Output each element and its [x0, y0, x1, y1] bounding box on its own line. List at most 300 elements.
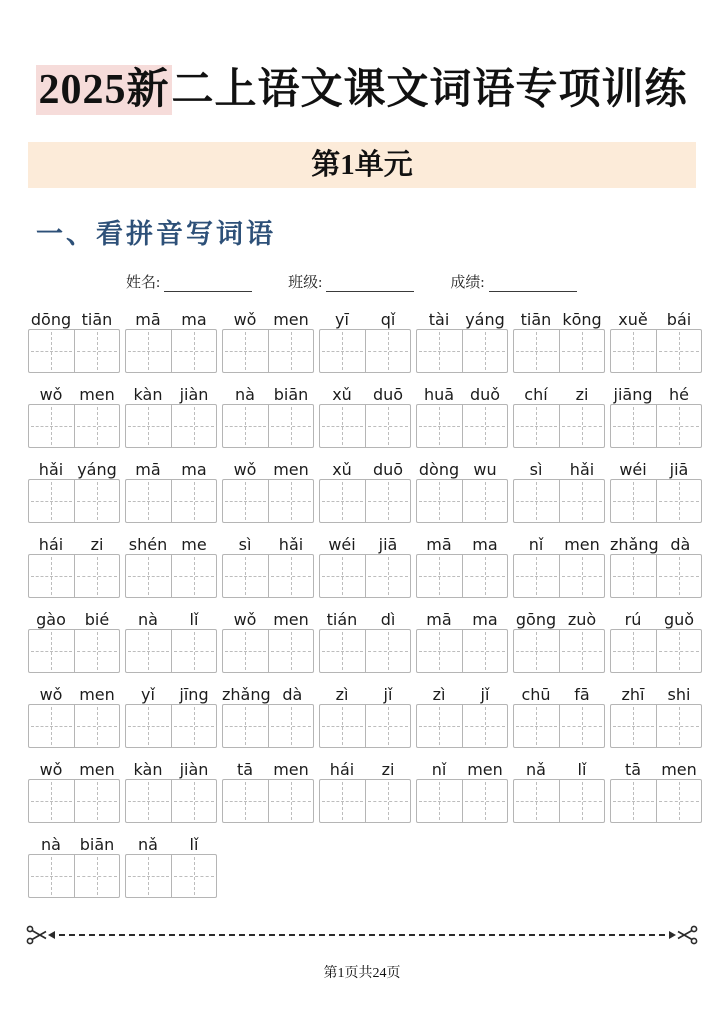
score-blank-line [489, 276, 577, 292]
writing-cell [126, 405, 171, 447]
writing-cell [223, 405, 268, 447]
writing-box-pair [125, 329, 217, 373]
writing-cell [223, 555, 268, 597]
pinyin-syllable: zi [90, 535, 104, 554]
pinyin-line [28, 827, 724, 854]
pinyin-word [513, 535, 605, 554]
pinyin-syllable: duō [372, 460, 404, 479]
writing-cell [462, 705, 508, 747]
writing-cell [74, 780, 120, 822]
title-rest: 二上语文课文词语专项训练 [171, 67, 688, 113]
pinyin-syllable: men [273, 610, 309, 629]
pinyin-syllable: xǔ [332, 385, 352, 404]
pinyin-word [416, 385, 508, 404]
pinyin-word [610, 535, 702, 554]
writing-cell [559, 330, 605, 372]
pinyin-syllable: men [79, 685, 115, 704]
writing-box-pair [28, 779, 120, 823]
pinyin-word [319, 385, 411, 404]
pinyin-syllable: sì [529, 460, 543, 479]
pinyin-grid [28, 302, 724, 898]
writing-cell [74, 705, 120, 747]
pinyin-syllable: biān [79, 835, 115, 854]
writing-cell [29, 405, 74, 447]
pinyin-word [416, 685, 508, 704]
writing-box-pair [513, 404, 605, 448]
pinyin-word [319, 760, 411, 779]
pinyin-syllable: nǐ [431, 760, 447, 779]
writing-box-row [28, 404, 724, 448]
writing-cell [320, 330, 365, 372]
writing-cell [171, 555, 217, 597]
pinyin-word [125, 535, 217, 554]
pinyin-syllable: shi [667, 685, 691, 704]
writing-cell [29, 780, 74, 822]
writing-cell [611, 480, 656, 522]
writing-cell [29, 855, 74, 897]
writing-cell [611, 405, 656, 447]
writing-box-pair [319, 479, 411, 523]
pinyin-word [610, 460, 702, 479]
writing-cell [320, 780, 365, 822]
pinyin-syllable: hái [38, 535, 64, 554]
pinyin-syllable: men [273, 760, 309, 779]
pinyin-syllable: wu [473, 460, 497, 479]
pinyin-syllable: rú [624, 610, 642, 629]
writing-cell [268, 405, 314, 447]
writing-cell [223, 780, 268, 822]
pinyin-syllable: tài [428, 310, 450, 329]
writing-cell [462, 555, 508, 597]
pinyin-syllable: jǐ [480, 685, 490, 704]
pinyin-syllable: mā [426, 610, 452, 629]
writing-cell [171, 480, 217, 522]
writing-box-pair [125, 479, 217, 523]
writing-cell [611, 780, 656, 822]
writing-cell [365, 480, 411, 522]
writing-cell [656, 780, 702, 822]
writing-cell [559, 780, 605, 822]
writing-cell [171, 330, 217, 372]
writing-box-pair [125, 779, 217, 823]
writing-cell [462, 405, 508, 447]
pinyin-syllable: jiāng [613, 385, 653, 404]
pinyin-syllable: zi [575, 385, 589, 404]
writing-box-pair [610, 479, 702, 523]
pinyin-syllable: ma [472, 610, 498, 629]
pinyin-syllable: gōng [515, 610, 557, 629]
cut-line-left-arrow [48, 931, 55, 939]
pinyin-syllable: yáng [465, 310, 505, 329]
writing-box-row [28, 479, 724, 523]
pinyin-word [319, 610, 411, 629]
writing-box-row [28, 329, 724, 373]
pinyin-word [28, 385, 120, 404]
pinyin-word [513, 610, 605, 629]
pinyin-syllable: bié [84, 610, 110, 629]
writing-cell [268, 705, 314, 747]
pinyin-word [416, 610, 508, 629]
pinyin-row-6 [28, 677, 724, 748]
pinyin-word [125, 760, 217, 779]
writing-box-pair [416, 554, 508, 598]
writing-cell [514, 630, 559, 672]
pinyin-word [610, 610, 702, 629]
writing-box-pair [125, 854, 217, 898]
title-highlight: 2025新 [38, 67, 170, 113]
pinyin-syllable: jīng [179, 685, 209, 704]
writing-box-pair [416, 404, 508, 448]
pinyin-line [28, 452, 724, 479]
pinyin-syllable: xǔ [332, 460, 352, 479]
pinyin-syllable: xuě [618, 310, 648, 329]
pinyin-word [610, 760, 702, 779]
pinyin-syllable: qǐ [380, 310, 396, 329]
pinyin-word [416, 310, 508, 329]
pinyin-word [28, 460, 120, 479]
pinyin-syllable: zuò [567, 610, 597, 629]
writing-cell [514, 405, 559, 447]
pinyin-row-3 [28, 452, 724, 523]
pinyin-line [28, 677, 724, 704]
writing-cell [29, 330, 74, 372]
pinyin-syllable: dà [670, 535, 691, 554]
pinyin-syllable: tā [236, 760, 254, 779]
writing-cell [559, 405, 605, 447]
unit-banner: 第1单元 [28, 142, 696, 188]
writing-cell [126, 480, 171, 522]
pinyin-word [319, 460, 411, 479]
pinyin-syllable: nǎ [526, 760, 546, 779]
section-heading: 一、看拼音写词语 [36, 219, 276, 249]
writing-box-pair [319, 629, 411, 673]
writing-cell [126, 330, 171, 372]
pinyin-syllable: jiàn [179, 385, 209, 404]
writing-cell [74, 330, 120, 372]
pinyin-word [125, 835, 217, 854]
cut-dashed-line [59, 934, 665, 936]
writing-cell [417, 780, 462, 822]
writing-cell [223, 330, 268, 372]
scissors-icon [26, 924, 48, 946]
writing-box-pair [416, 704, 508, 748]
writing-cell [74, 480, 120, 522]
pinyin-line [28, 527, 724, 554]
writing-box-pair [610, 404, 702, 448]
pinyin-word [28, 310, 120, 329]
writing-cell [462, 480, 508, 522]
cut-line-right-arrow [669, 931, 676, 939]
pinyin-syllable: kōng [562, 310, 602, 329]
writing-cell [268, 630, 314, 672]
writing-box-pair [125, 704, 217, 748]
writing-cell [462, 780, 508, 822]
writing-box-pair [125, 554, 217, 598]
writing-cell [611, 630, 656, 672]
writing-cell [656, 480, 702, 522]
pinyin-line [28, 302, 724, 329]
writing-cell [559, 630, 605, 672]
pinyin-syllable: gào [36, 610, 66, 629]
pinyin-word [319, 310, 411, 329]
writing-cell [268, 555, 314, 597]
writing-cell [611, 705, 656, 747]
writing-cell [320, 555, 365, 597]
writing-cell [365, 555, 411, 597]
writing-cell [126, 780, 171, 822]
pinyin-syllable: jǐ [383, 685, 393, 704]
pinyin-syllable: dì [380, 610, 396, 629]
pinyin-syllable: zì [432, 685, 446, 704]
writing-box-row [28, 704, 724, 748]
writing-cell [126, 555, 171, 597]
pinyin-word [610, 685, 702, 704]
writing-cell [514, 480, 559, 522]
writing-cell [559, 705, 605, 747]
writing-box-pair [28, 404, 120, 448]
writing-cell [74, 855, 120, 897]
writing-box-pair [610, 704, 702, 748]
class-blank-line [326, 276, 414, 292]
writing-cell [29, 555, 74, 597]
writing-cell [514, 780, 559, 822]
pinyin-syllable: huā [423, 385, 455, 404]
writing-box-pair [28, 554, 120, 598]
name-label: 姓名: [126, 275, 161, 291]
pinyin-syllable: tiān [81, 310, 113, 329]
writing-cell [223, 630, 268, 672]
page-title [0, 56, 724, 116]
writing-cell [417, 705, 462, 747]
pinyin-syllable: nǎ [138, 835, 158, 854]
pinyin-syllable: jiā [669, 460, 689, 479]
writing-cell [365, 780, 411, 822]
writing-box-pair [125, 404, 217, 448]
pinyin-syllable: zì [335, 685, 349, 704]
pinyin-syllable: yáng [77, 460, 117, 479]
writing-cell [171, 630, 217, 672]
pinyin-word [28, 610, 120, 629]
writing-cell [268, 330, 314, 372]
pinyin-word [513, 760, 605, 779]
writing-box-pair [319, 554, 411, 598]
pinyin-word [513, 685, 605, 704]
writing-box-pair [513, 629, 605, 673]
writing-box-pair [416, 479, 508, 523]
pinyin-word [222, 610, 314, 629]
writing-cell [126, 630, 171, 672]
pinyin-word [513, 385, 605, 404]
writing-box-pair [222, 329, 314, 373]
name-field [126, 271, 252, 292]
pinyin-syllable: wǒ [233, 610, 257, 629]
writing-cell [514, 705, 559, 747]
pinyin-word [222, 760, 314, 779]
writing-cell [320, 630, 365, 672]
pinyin-line [28, 752, 724, 779]
writing-box-row [28, 854, 724, 898]
writing-cell [320, 705, 365, 747]
writing-box-pair [28, 854, 120, 898]
score-label: 成绩: [450, 275, 485, 291]
writing-box-pair [319, 704, 411, 748]
pinyin-word [125, 685, 217, 704]
writing-cell [29, 705, 74, 747]
writing-cell [223, 705, 268, 747]
pinyin-word [28, 760, 120, 779]
pinyin-syllable: zhī [621, 685, 645, 704]
pinyin-syllable: ma [472, 535, 498, 554]
pinyin-row-2 [28, 377, 724, 448]
pinyin-syllable: jiā [378, 535, 398, 554]
writing-box-pair [222, 479, 314, 523]
writing-cell [171, 705, 217, 747]
student-info-line [126, 271, 724, 292]
writing-box-pair [513, 779, 605, 823]
pinyin-syllable: me [181, 535, 207, 554]
pinyin-syllable: men [467, 760, 503, 779]
writing-box-row [28, 779, 724, 823]
writing-box-pair [513, 329, 605, 373]
writing-cell [171, 780, 217, 822]
writing-box-pair [610, 779, 702, 823]
writing-cell [365, 705, 411, 747]
pinyin-syllable: men [79, 385, 115, 404]
writing-cell [223, 480, 268, 522]
pinyin-syllable: wǒ [233, 310, 257, 329]
pinyin-syllable: hǎi [278, 535, 304, 554]
writing-cell [611, 330, 656, 372]
pinyin-syllable: nà [41, 835, 61, 854]
writing-box-pair [222, 629, 314, 673]
writing-cell [656, 555, 702, 597]
writing-box-pair [319, 329, 411, 373]
pinyin-syllable: zi [381, 760, 395, 779]
writing-cell [611, 555, 656, 597]
pinyin-syllable: duǒ [469, 385, 501, 404]
pinyin-word [513, 460, 605, 479]
writing-box-pair [513, 704, 605, 748]
pinyin-syllable: lǐ [189, 610, 199, 629]
pinyin-syllable: fā [574, 685, 590, 704]
writing-cell [559, 480, 605, 522]
pinyin-syllable: zhǎng [610, 535, 659, 554]
pinyin-word [416, 535, 508, 554]
pinyin-word [222, 460, 314, 479]
pinyin-syllable: men [79, 760, 115, 779]
pinyin-line [28, 602, 724, 629]
pinyin-syllable: ma [181, 310, 207, 329]
pinyin-syllable: lǐ [577, 760, 587, 779]
pinyin-syllable: hé [669, 385, 689, 404]
pinyin-syllable: chū [521, 685, 551, 704]
pinyin-row-5 [28, 602, 724, 673]
writing-cell [365, 330, 411, 372]
writing-box-pair [28, 479, 120, 523]
pinyin-syllable: wǒ [39, 385, 63, 404]
page-number: 第1页共24页 [323, 966, 401, 981]
pinyin-syllable: mā [426, 535, 452, 554]
pinyin-syllable: chí [524, 385, 548, 404]
writing-cell [656, 405, 702, 447]
writing-box-pair [610, 629, 702, 673]
pinyin-word [416, 760, 508, 779]
pinyin-line [28, 377, 724, 404]
pinyin-word [222, 685, 314, 704]
writing-box-pair [222, 779, 314, 823]
writing-box-pair [28, 704, 120, 748]
writing-box-pair [416, 329, 508, 373]
writing-cell [74, 555, 120, 597]
pinyin-syllable: jiàn [179, 760, 209, 779]
pinyin-syllable: dà [282, 685, 303, 704]
pinyin-syllable: nà [235, 385, 255, 404]
writing-cell [320, 480, 365, 522]
pinyin-syllable: kàn [133, 385, 163, 404]
writing-box-pair [513, 479, 605, 523]
writing-cell [417, 630, 462, 672]
pinyin-row-7 [28, 752, 724, 823]
pinyin-word [513, 310, 605, 329]
writing-cell [74, 630, 120, 672]
pinyin-word [222, 535, 314, 554]
writing-box-row [28, 629, 724, 673]
writing-cell [126, 705, 171, 747]
writing-cell [417, 405, 462, 447]
pinyin-row-1 [28, 302, 724, 373]
cut-line [26, 924, 698, 946]
pinyin-syllable: sì [238, 535, 252, 554]
writing-box-pair [28, 629, 120, 673]
writing-cell [656, 630, 702, 672]
pinyin-syllable: mā [135, 310, 161, 329]
pinyin-syllable: tā [624, 760, 642, 779]
pinyin-row-4 [28, 527, 724, 598]
pinyin-syllable: men [273, 460, 309, 479]
writing-box-pair [28, 329, 120, 373]
writing-box-pair [610, 554, 702, 598]
writing-cell [29, 480, 74, 522]
pinyin-word [222, 385, 314, 404]
pinyin-word [28, 685, 120, 704]
writing-cell [559, 555, 605, 597]
pinyin-syllable: lǐ [189, 835, 199, 854]
pinyin-word [28, 835, 120, 854]
pinyin-syllable: hǎi [38, 460, 64, 479]
pinyin-word [319, 685, 411, 704]
pinyin-word [416, 460, 508, 479]
writing-cell [171, 405, 217, 447]
writing-box-pair [319, 779, 411, 823]
name-blank-line [164, 276, 252, 292]
writing-cell [462, 630, 508, 672]
pinyin-syllable: men [661, 760, 697, 779]
pinyin-syllable: shén [128, 535, 168, 554]
writing-cell [126, 855, 171, 897]
writing-cell [417, 330, 462, 372]
writing-box-pair [319, 404, 411, 448]
writing-cell [462, 330, 508, 372]
pinyin-syllable: dōng [30, 310, 72, 329]
pinyin-word [125, 610, 217, 629]
pinyin-syllable: wéi [328, 535, 356, 554]
pinyin-syllable: biān [273, 385, 309, 404]
pinyin-syllable: mā [135, 460, 161, 479]
pinyin-word [610, 310, 702, 329]
writing-box-pair [222, 554, 314, 598]
writing-cell [268, 780, 314, 822]
writing-box-pair [610, 329, 702, 373]
